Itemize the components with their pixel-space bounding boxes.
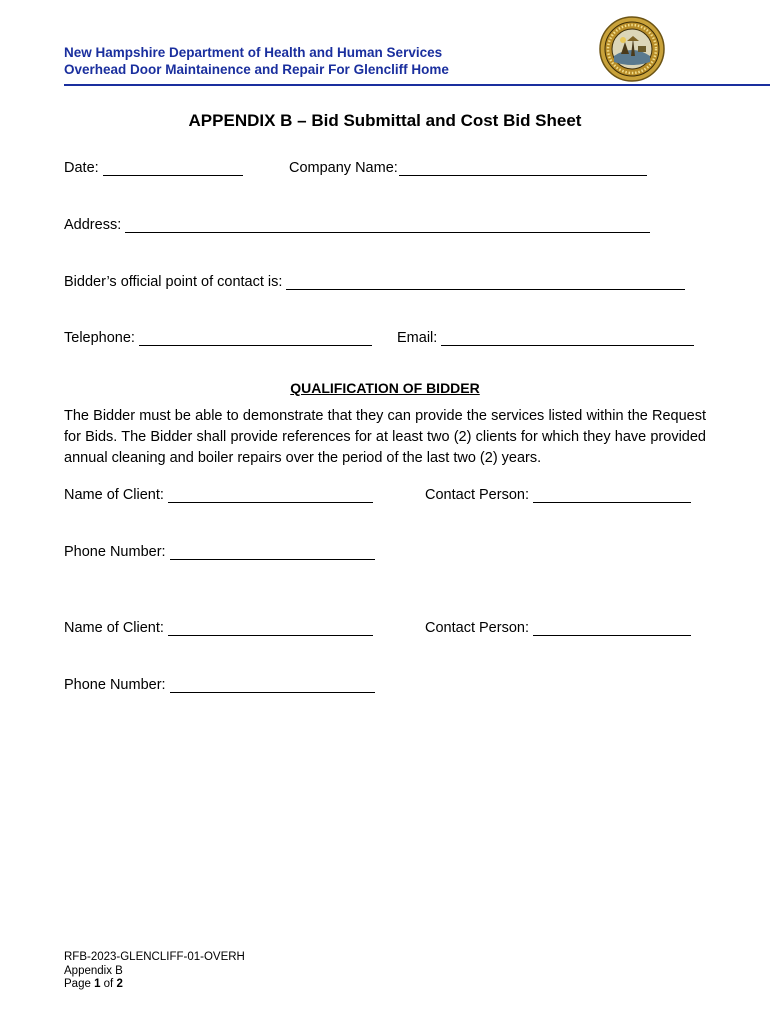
telephone-field [64,330,372,346]
address-field [64,217,650,233]
header-divider [64,84,770,86]
date-field [64,160,243,176]
client-1-name-label: Name of Client: [64,487,164,503]
footer-page-of: of [100,978,117,990]
email-input-line[interactable] [441,331,694,346]
client-1-name-input-line[interactable] [168,488,373,503]
client-2-contact-label: Contact Person: [425,620,529,636]
client-2-phone-field [64,677,375,693]
email-field [397,330,694,346]
client-2-contact-field [425,620,691,636]
date-label: Date: [64,160,99,176]
client-1-phone-input-line[interactable] [170,545,375,560]
point-of-contact-label: Bidder’s official point of contact is: [64,274,283,290]
client-2-name-field [64,620,373,636]
footer-page-current: 1 [94,978,101,990]
address-input-line[interactable] [125,218,650,233]
client-1-contact-field [425,487,691,503]
company-name-field [289,160,647,176]
point-of-contact-field [64,274,685,290]
company-name-label: Company Name: [289,160,398,176]
client-2-phone-label: Phone Number: [64,677,166,693]
client-2-name-input-line[interactable] [168,621,373,636]
footer-appendix: Appendix B [64,964,123,977]
page-footer [64,951,245,992]
footer-page-total: 2 [116,978,123,990]
address-label: Address: [64,217,122,233]
client-1-phone-label: Phone Number: [64,544,166,560]
header-project: Overhead Door Maintainence and Repair For Glencliff Home [64,62,449,77]
company-name-input-line[interactable] [399,161,647,176]
footer-page-number [64,978,245,992]
date-input-line[interactable] [103,161,243,176]
qualification-heading: QUALIFICATION OF BIDDER [290,380,480,396]
client-1-contact-label: Contact Person: [425,487,529,503]
qualification-paragraph: The Bidder must be able to demonstrate that they can provide the services listed within the Request for Bids. The Bidder shall provide references for at least two (2) clients for which they have provided annual cleaning and boiler repairs over the period of the last two (2) years. [64,408,706,466]
telephone-input-line[interactable] [139,331,372,346]
header-department: New Hampshire Department of Health and Human Services [64,45,443,60]
page-title: APPENDIX B – Bid Submittal and Cost Bid Sheet [188,111,582,130]
footer-rfb-number: RFB-2023-GLENCLIFF-01-OVERH [64,951,245,963]
point-of-contact-input-line[interactable] [286,275,685,290]
client-1-name-field [64,487,373,503]
client-2-name-label: Name of Client: [64,620,164,636]
client-2-contact-input-line[interactable] [533,621,691,636]
client-1-phone-field [64,544,375,560]
client-1-contact-input-line[interactable] [533,488,691,503]
telephone-label: Telephone: [64,330,135,346]
client-2-phone-input-line[interactable] [170,678,375,693]
footer-page-prefix: Page [64,978,95,990]
nh-state-seal-icon [599,16,665,82]
email-label: Email: [397,330,438,346]
